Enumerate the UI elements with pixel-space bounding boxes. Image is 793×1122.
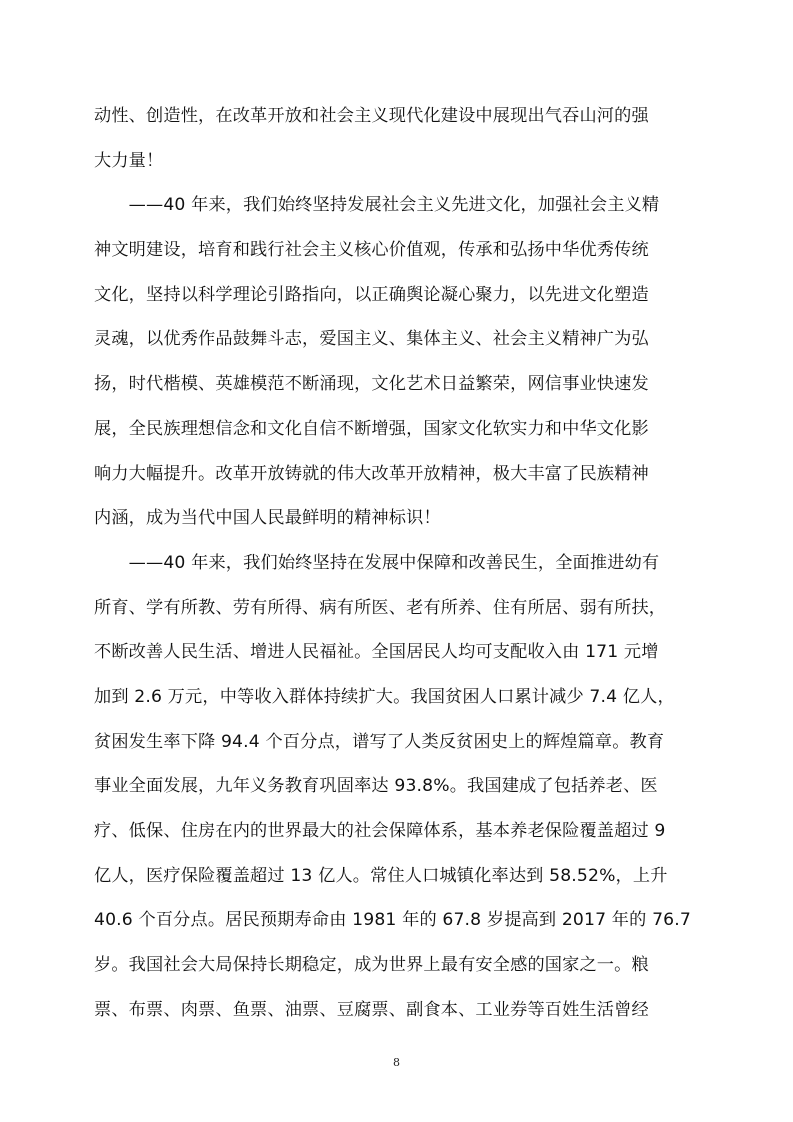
text-line: 亿人，医疗保险覆盖超过 13 亿人。常住人口城镇化率达到 58.52%，上升	[94, 865, 668, 886]
text-line: 动性、创造性，在改革开放和社会主义现代化建设中展现出气吞山河的强	[94, 106, 649, 126]
text-line: 灵魂，以优秀作品鼓舞斗志，爱国主义、集体主义、社会主义精神广为弘	[94, 329, 649, 350]
text-line: 岁。我国社会大局保持长期稳定，成为世界上最有安全感的国家之一。粮	[94, 955, 649, 976]
text-line: 票、布票、肉票、鱼票、油票、豆腐票、副食本、工业券等百姓生活曾经	[94, 999, 649, 1020]
body-text	[94, 94, 704, 1032]
text-line: 所育、学有所教、劳有所得、病有所医、老有所养、住有所居、弱有所扶，	[94, 597, 667, 618]
text-line: 响力大幅提升。改革开放铸就的伟大改革开放精神，极大丰富了民族精神	[94, 463, 649, 484]
text-line: 扬，时代楷模、英雄模范不断涌现，文化艺术日益繁荣，网信事业快速发	[94, 374, 649, 395]
text-line: ——40 年来，我们始终坚持在发展中保障和改善民生，全面推进幼有	[94, 552, 660, 573]
text-line: 40.6 个百分点。居民预期寿命由 1981 年的 67.8 岁提高到 2017 年的 76.7	[94, 910, 691, 931]
text-line: 内涵，成为当代中国人民最鲜明的精神标识！	[94, 508, 441, 529]
text-line: 事业全面发展，九年义务教育巩固率达 93.8%。我国建成了包括养老、医	[94, 776, 658, 797]
text-line: 大力量！	[94, 150, 164, 171]
text-line: 神文明建设，培育和践行社会主义核心价值观，传承和弘扬中华优秀传统	[94, 240, 649, 261]
page-number: 8	[393, 1056, 400, 1069]
text-line: 不断改善人民生活、增进人民福祉。全国居民人均可支配收入由 171 元增	[94, 642, 659, 663]
text-line: 疗、低保、住房在内的世界最大的社会保障体系，基本养老保险覆盖超过 9	[94, 821, 666, 841]
text-line: 展，全民族理想信念和文化自信不断增强，国家文化软实力和中华文化影	[94, 418, 649, 439]
text-line: 贫困发生率下降 94.4 个百分点，谱写了人类反贫困史上的辉煌篇章。教育	[94, 731, 665, 752]
text-line: 文化，坚持以科学理论引路指向，以正确舆论凝心聚力，以先进文化塑造	[94, 284, 649, 305]
text-line: ——40 年来，我们始终坚持发展社会主义先进文化，加强社会主义精	[94, 195, 660, 216]
text-line: 加到 2.6 万元，中等收入群体持续扩大。我国贫困人口累计减少 7.4 亿人，	[94, 686, 675, 707]
